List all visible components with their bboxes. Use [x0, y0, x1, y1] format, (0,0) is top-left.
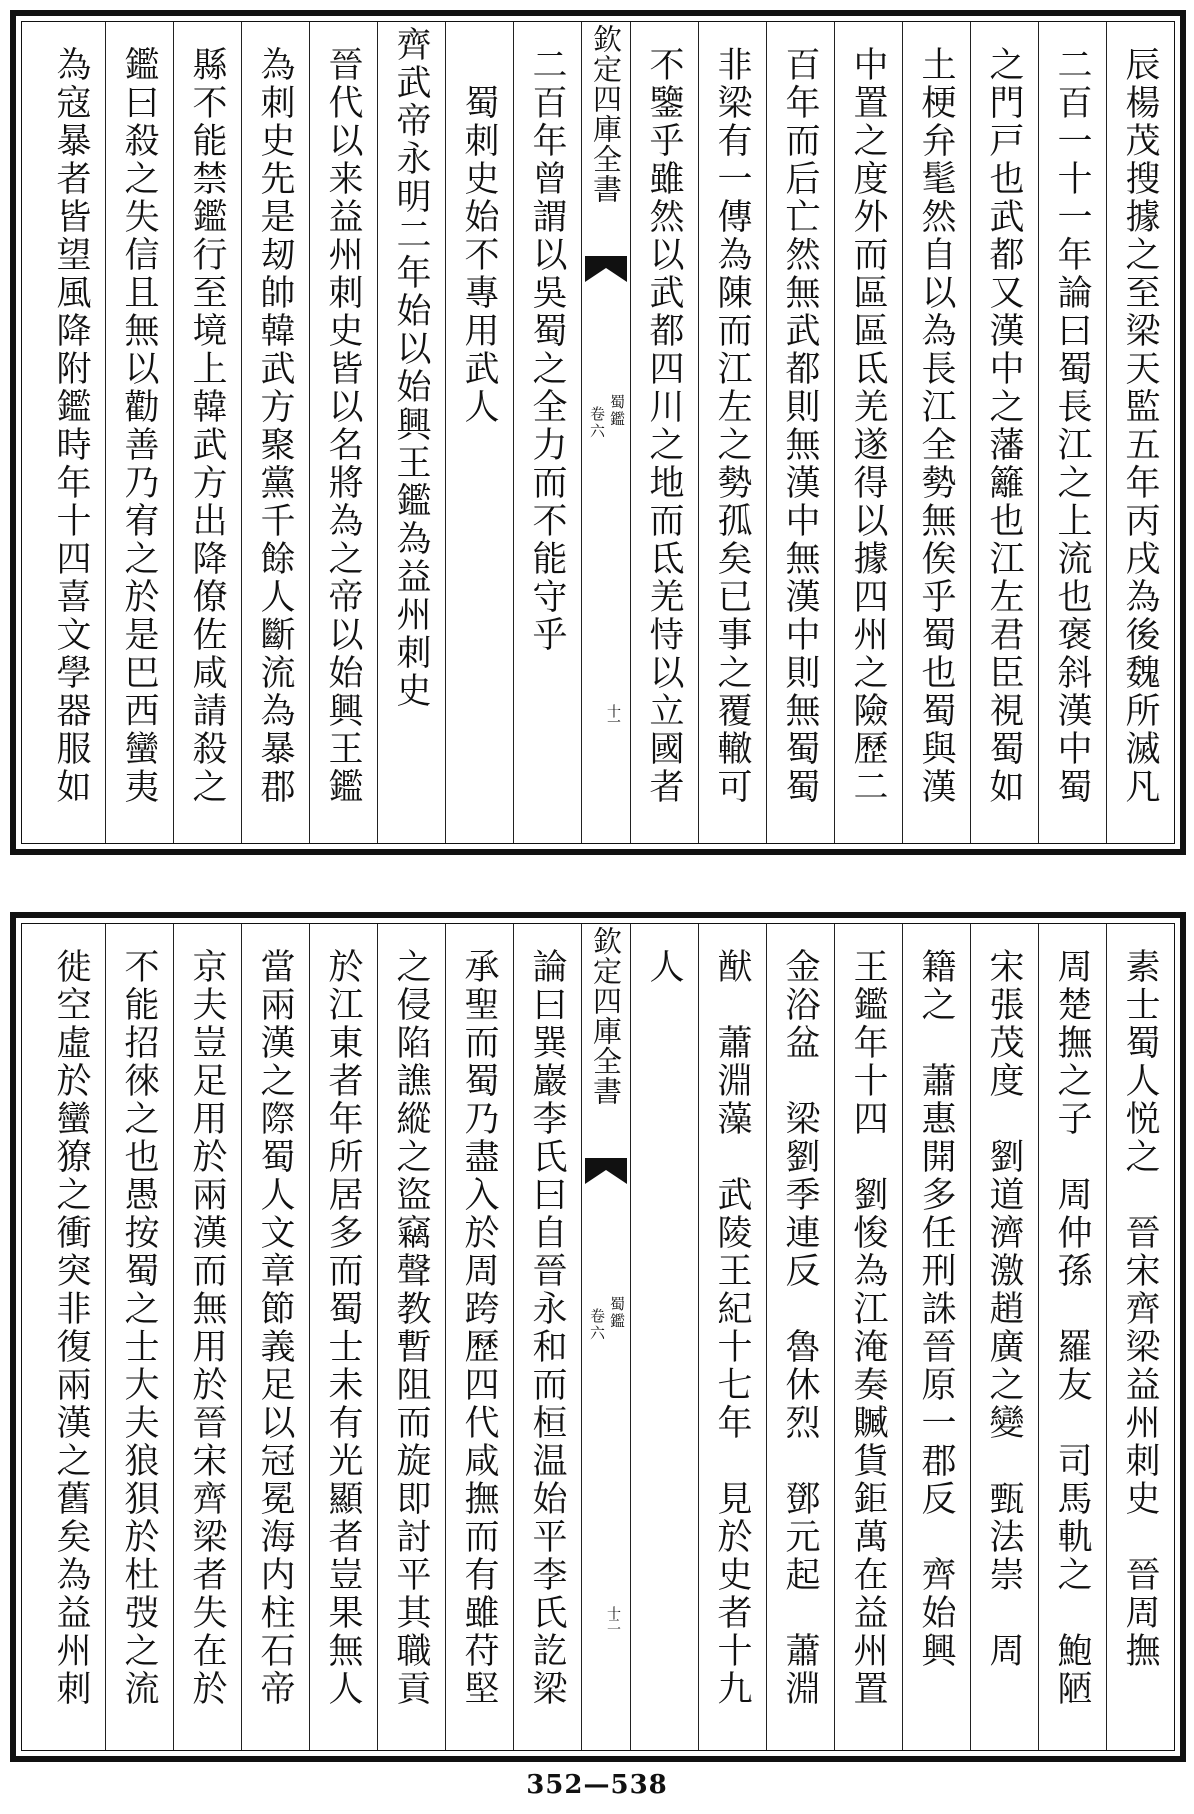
bottom-leaf-block: [10, 912, 1186, 1762]
banxin-juan-number: 卷六: [588, 406, 606, 440]
text-column: 二百一十一年論曰蜀長江之上流也褒斜漢中蜀: [1038, 22, 1106, 843]
banxin-leaf-number: 十二: [605, 1606, 621, 1628]
text-column: 之侵陷譙縱之盜竊聲教暫阻而旋即討平其職貢: [377, 924, 445, 1750]
banxin-book-title: 蜀鑑: [608, 394, 626, 428]
text-column: 不能招徠之也愚按蜀之士大夫狼狽於杜弢之流: [105, 924, 173, 1750]
fishtail-mark-icon: [582, 256, 630, 284]
text-column: 縣不能禁鑑行至境上韓武方出降僚佐咸請殺之: [173, 22, 241, 843]
text-column: 於江東者年所居多而蜀士未有光顯者豈果無人: [309, 924, 377, 1750]
banxin-title: 欽定四庫全書: [589, 926, 623, 1106]
text-column: 金浴盆 梁劉季連反 魯休烈 鄧元起 蕭淵: [766, 924, 834, 1750]
text-column: 王鑑年十四 劉悛為江淹奏贓貨鉅萬在益州置: [834, 924, 902, 1750]
text-column: 猷 蕭淵藻 武陵王紀十七年 見於史者十九: [698, 924, 766, 1750]
text-column: 宋張茂度 劉道濟激趙廣之變 甄法崇 周: [970, 924, 1038, 1750]
text-column: 晉代以来益州刺史皆以名將為之帝以始興王鑑: [309, 22, 377, 843]
text-column: 鑑曰殺之失信且無以勸善乃宥之於是巴西蠻夷: [105, 22, 173, 843]
text-column: 為寇暴者皆望風降附鑑時年十四喜文學器服如: [51, 46, 91, 806]
text-column: 徙空虛於蠻獠之衝突非復兩漢之舊矣為益州刺: [51, 948, 91, 1708]
text-column: 非梁有一傳為陳而江左之勢孤矣已事之覆轍可: [698, 22, 766, 843]
fishtail-mark-icon: [582, 1158, 630, 1186]
text-column: 籍之 蕭惠開多任刑誅晉原一郡反 齊始興: [902, 924, 970, 1750]
bottom-leaf-frame: [21, 923, 1175, 1751]
text-column: 中置之度外而區區氐羌遂得以據四州之險歷二: [834, 22, 902, 843]
text-column: 不鑒乎雖然以武都四川之地而氐羌恃以立國者: [630, 22, 698, 843]
text-column: 辰楊茂搜據之至梁天監五年丙戌為後魏所滅凡: [1106, 22, 1174, 843]
banxin-leaf-number: 十一: [605, 704, 621, 726]
top-leaf-frame: [21, 21, 1175, 844]
text-column: 土梗弁髦然自以為長江全勢無俟乎蜀也蜀與漢: [902, 22, 970, 843]
banxin-center-column: [581, 22, 630, 843]
text-column: 二百年曾謂以吳蜀之全力而不能守乎: [513, 22, 581, 843]
text-column: 之門戸也武都又漢中之藩籬也江左君臣視蜀如: [970, 22, 1038, 843]
banxin-title: 欽定四庫全書: [589, 24, 623, 204]
text-column: 素士蜀人悦之 晉宋齊梁益州刺史 晉周撫: [1106, 924, 1174, 1750]
text-column: 為刺史先是刼帥韓武方聚黨千餘人斷流為暴郡: [241, 22, 309, 843]
text-column: 論曰巽巖李氏曰自晉永和而桓温始平李氏訖梁: [513, 924, 581, 1750]
text-column: 當兩漢之際蜀人文章節義足以冠冕海内柱石帝: [241, 924, 309, 1750]
text-column: 百年而后亡然無武都則無漢中無漢中則無蜀蜀: [766, 22, 834, 843]
text-column: 京夫豈足用於兩漢而無用於晉宋齊梁者失在於: [173, 924, 241, 1750]
section-title-column: 蜀刺史始不專用武人: [445, 22, 513, 843]
heading-column: 齊武帝永明二年始以始興王鑑為益州刺史: [377, 22, 445, 843]
banxin-juan-number: 卷六: [588, 1308, 606, 1342]
banxin-center-column: [581, 924, 630, 1750]
text-column: 承聖而蜀乃盡入於周跨歷四代咸撫而有雖苻堅: [445, 924, 513, 1750]
banxin-book-title: 蜀鑑: [608, 1296, 626, 1330]
page-number: 352—538: [526, 1770, 668, 1800]
text-column: 人: [630, 924, 698, 1750]
top-leaf-block: [10, 10, 1186, 855]
text-column: 周楚撫之子 周仲孫 羅友 司馬軌之 鮑陋: [1038, 924, 1106, 1750]
